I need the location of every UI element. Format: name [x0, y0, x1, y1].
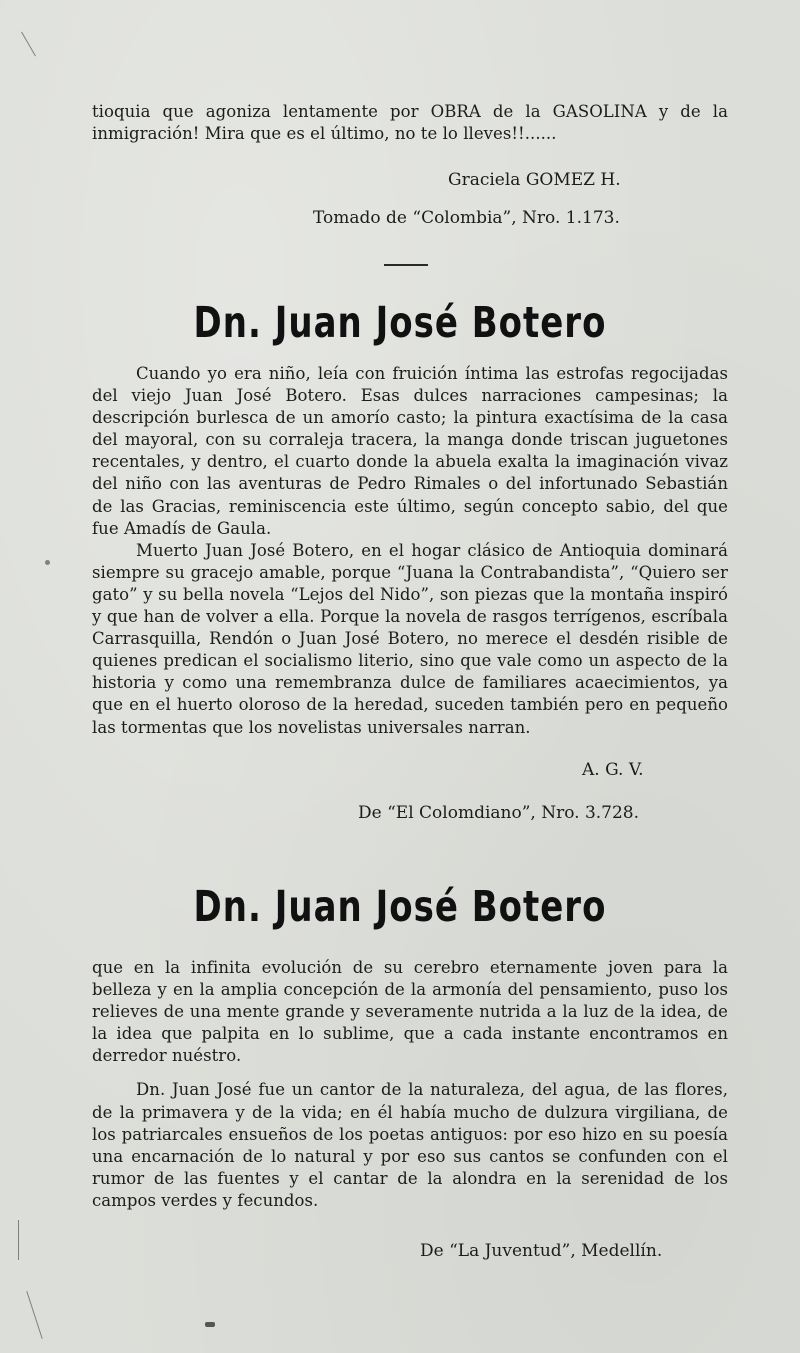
article-title: Dn. Juan José Botero: [193, 298, 607, 348]
scan-speck: [45, 560, 50, 565]
article-paragraph: Muerto Juan José Botero, en el hogar clásico de Antioquia dominará siempre su gracejo amable, porque “Juana la Contrabandista”, “Quiero ser gato” y su bella novela “Lejos del Nido”, son piezas que la montaña inspiró y que han de volver a ella. Porque la novela de rasgos terrígenos, escríbala Carrasquilla, Rendón o Juan José Botero, no merece el desdén risible de quienes predican el socialismo literio, sino que vale como un aspecto de la historia y como una remembranza dulce de familiares acaecimientos, ya que en el huerto oloroso de la heredad, suceden también pero en pequeño las tormentas que los novelistas universales narran.: [92, 540, 728, 737]
source-citation: Tomado de “Colombia”, Nro. 1.173.: [313, 208, 620, 228]
article-body: [92, 957, 728, 1212]
scan-speck: [18, 1220, 19, 1260]
article-title: Dn. Juan José Botero: [193, 882, 607, 932]
scan-speck: [26, 1291, 42, 1339]
source-citation: De “La Juventud”, Medellín.: [420, 1241, 663, 1261]
article-paragraph: que en la infinita evolución de su cerebro eternamente joven para la belleza y en la amplia concepción de la armonía del pensamiento, puso los relieves de una mente grande y severamente nutrida a la luz de la idea, de la idea que palpita en lo sublime, que a cada instante encontramos en derredor nuéstro.: [92, 958, 728, 1066]
article-body: [92, 363, 728, 739]
article-paragraph: Cuando yo era niño, leía con fruición íntima las estrofas regocijadas del viejo Juan José Botero. Esas dulces narraciones campesinas; la descripción burlesca de un amorío casto; la pintura exactísima de la casa del mayoral, con su corraleja tracera, la manga donde triscan juguetones recentales, y dentro, el cuarto donde la abuela exalta la imaginación vivaz del niño con las aventuras de Pedro Rimales o del infortunado Sebastián de las Gracias, reminiscencia este último, según concepto sabio, del que fue Amadís de Gaula.: [92, 364, 728, 538]
article-paragraph: Dn. Juan José fue un cantor de la naturaleza, del agua, de las flores, de la primavera y de la vida; en él había mucho de dulzura virgiliana, de los patriarcales ensueños de los poetas antiguos: por eso hizo en su poesía una encarnación de lo natural y por eso sus cantos se confunden con el rumor de las fuentes y el cantar de la alondra en la serenidad de los campos verdes y fecundos.: [92, 1080, 728, 1210]
continued-paragraph: tioquia que agoniza lentamente por OBRA de la GASOLINA y de la inmigración! Mira que es el último, no te lo lleves!!......: [92, 102, 728, 144]
author-signature: A. G. V.: [582, 760, 644, 780]
scan-speck: [21, 32, 36, 57]
section-divider: [384, 264, 428, 266]
scan-speck: [205, 1322, 215, 1327]
source-citation: De “El Colomdiano”, Nro. 3.728.: [358, 803, 640, 823]
top-section: [92, 101, 728, 145]
author-signature: Graciela GOMEZ H.: [448, 170, 621, 190]
